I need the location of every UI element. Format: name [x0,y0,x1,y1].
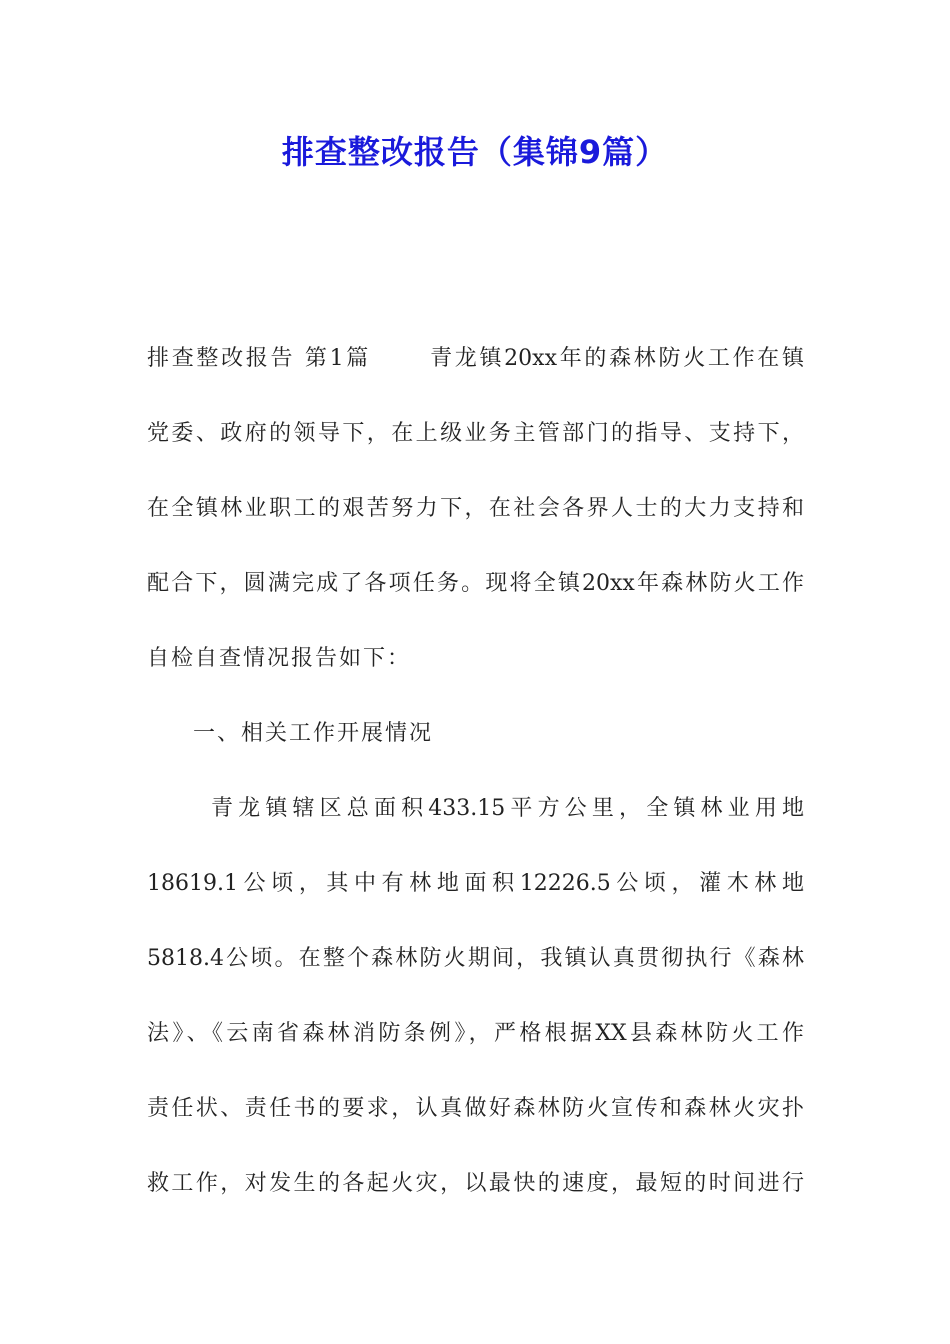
body-line-1: 排查整改报告 第1篇 青龙镇20xx年的森林防火工作在镇 [147,346,804,371]
body-line-8: 18619.1公顷，其中有林地面积12226.5公顷，灌木林地 [147,871,804,896]
document-body [147,337,804,1237]
section-heading: 一、相关工作开展情况 [193,721,434,746]
body-line-2: 党委、政府的领导下，在上级业务主管部门的指导、支持下， [147,421,804,446]
body-line-3: 在全镇林业职工的艰苦努力下，在社会各界人士的大力支持和 [147,496,804,521]
body-line-12: 救工作，对发生的各起火灾，以最快的速度，最短的时间进行 [147,1171,804,1196]
body-line-11: 责任状、责任书的要求，认真做好森林防火宣传和森林火灾扑 [147,1096,804,1121]
body-line-4: 配合下，圆满完成了各项任务。现将全镇20xx年森林防火工作 [147,571,804,596]
body-line-9: 5818.4公顷。在整个森林防火期间，我镇认真贯彻执行《森林 [147,946,804,971]
body-line-7: 青龙镇辖区总面积433.15平方公里，全镇林业用地 [211,796,804,821]
body-line-5: 自检自查情况报告如下： [147,646,412,671]
document-title: 排查整改报告（集锦9篇） [281,133,669,171]
body-line-10: 法》、《云南省森林消防条例》，严格根据XX县森林防火工作 [147,1021,804,1046]
